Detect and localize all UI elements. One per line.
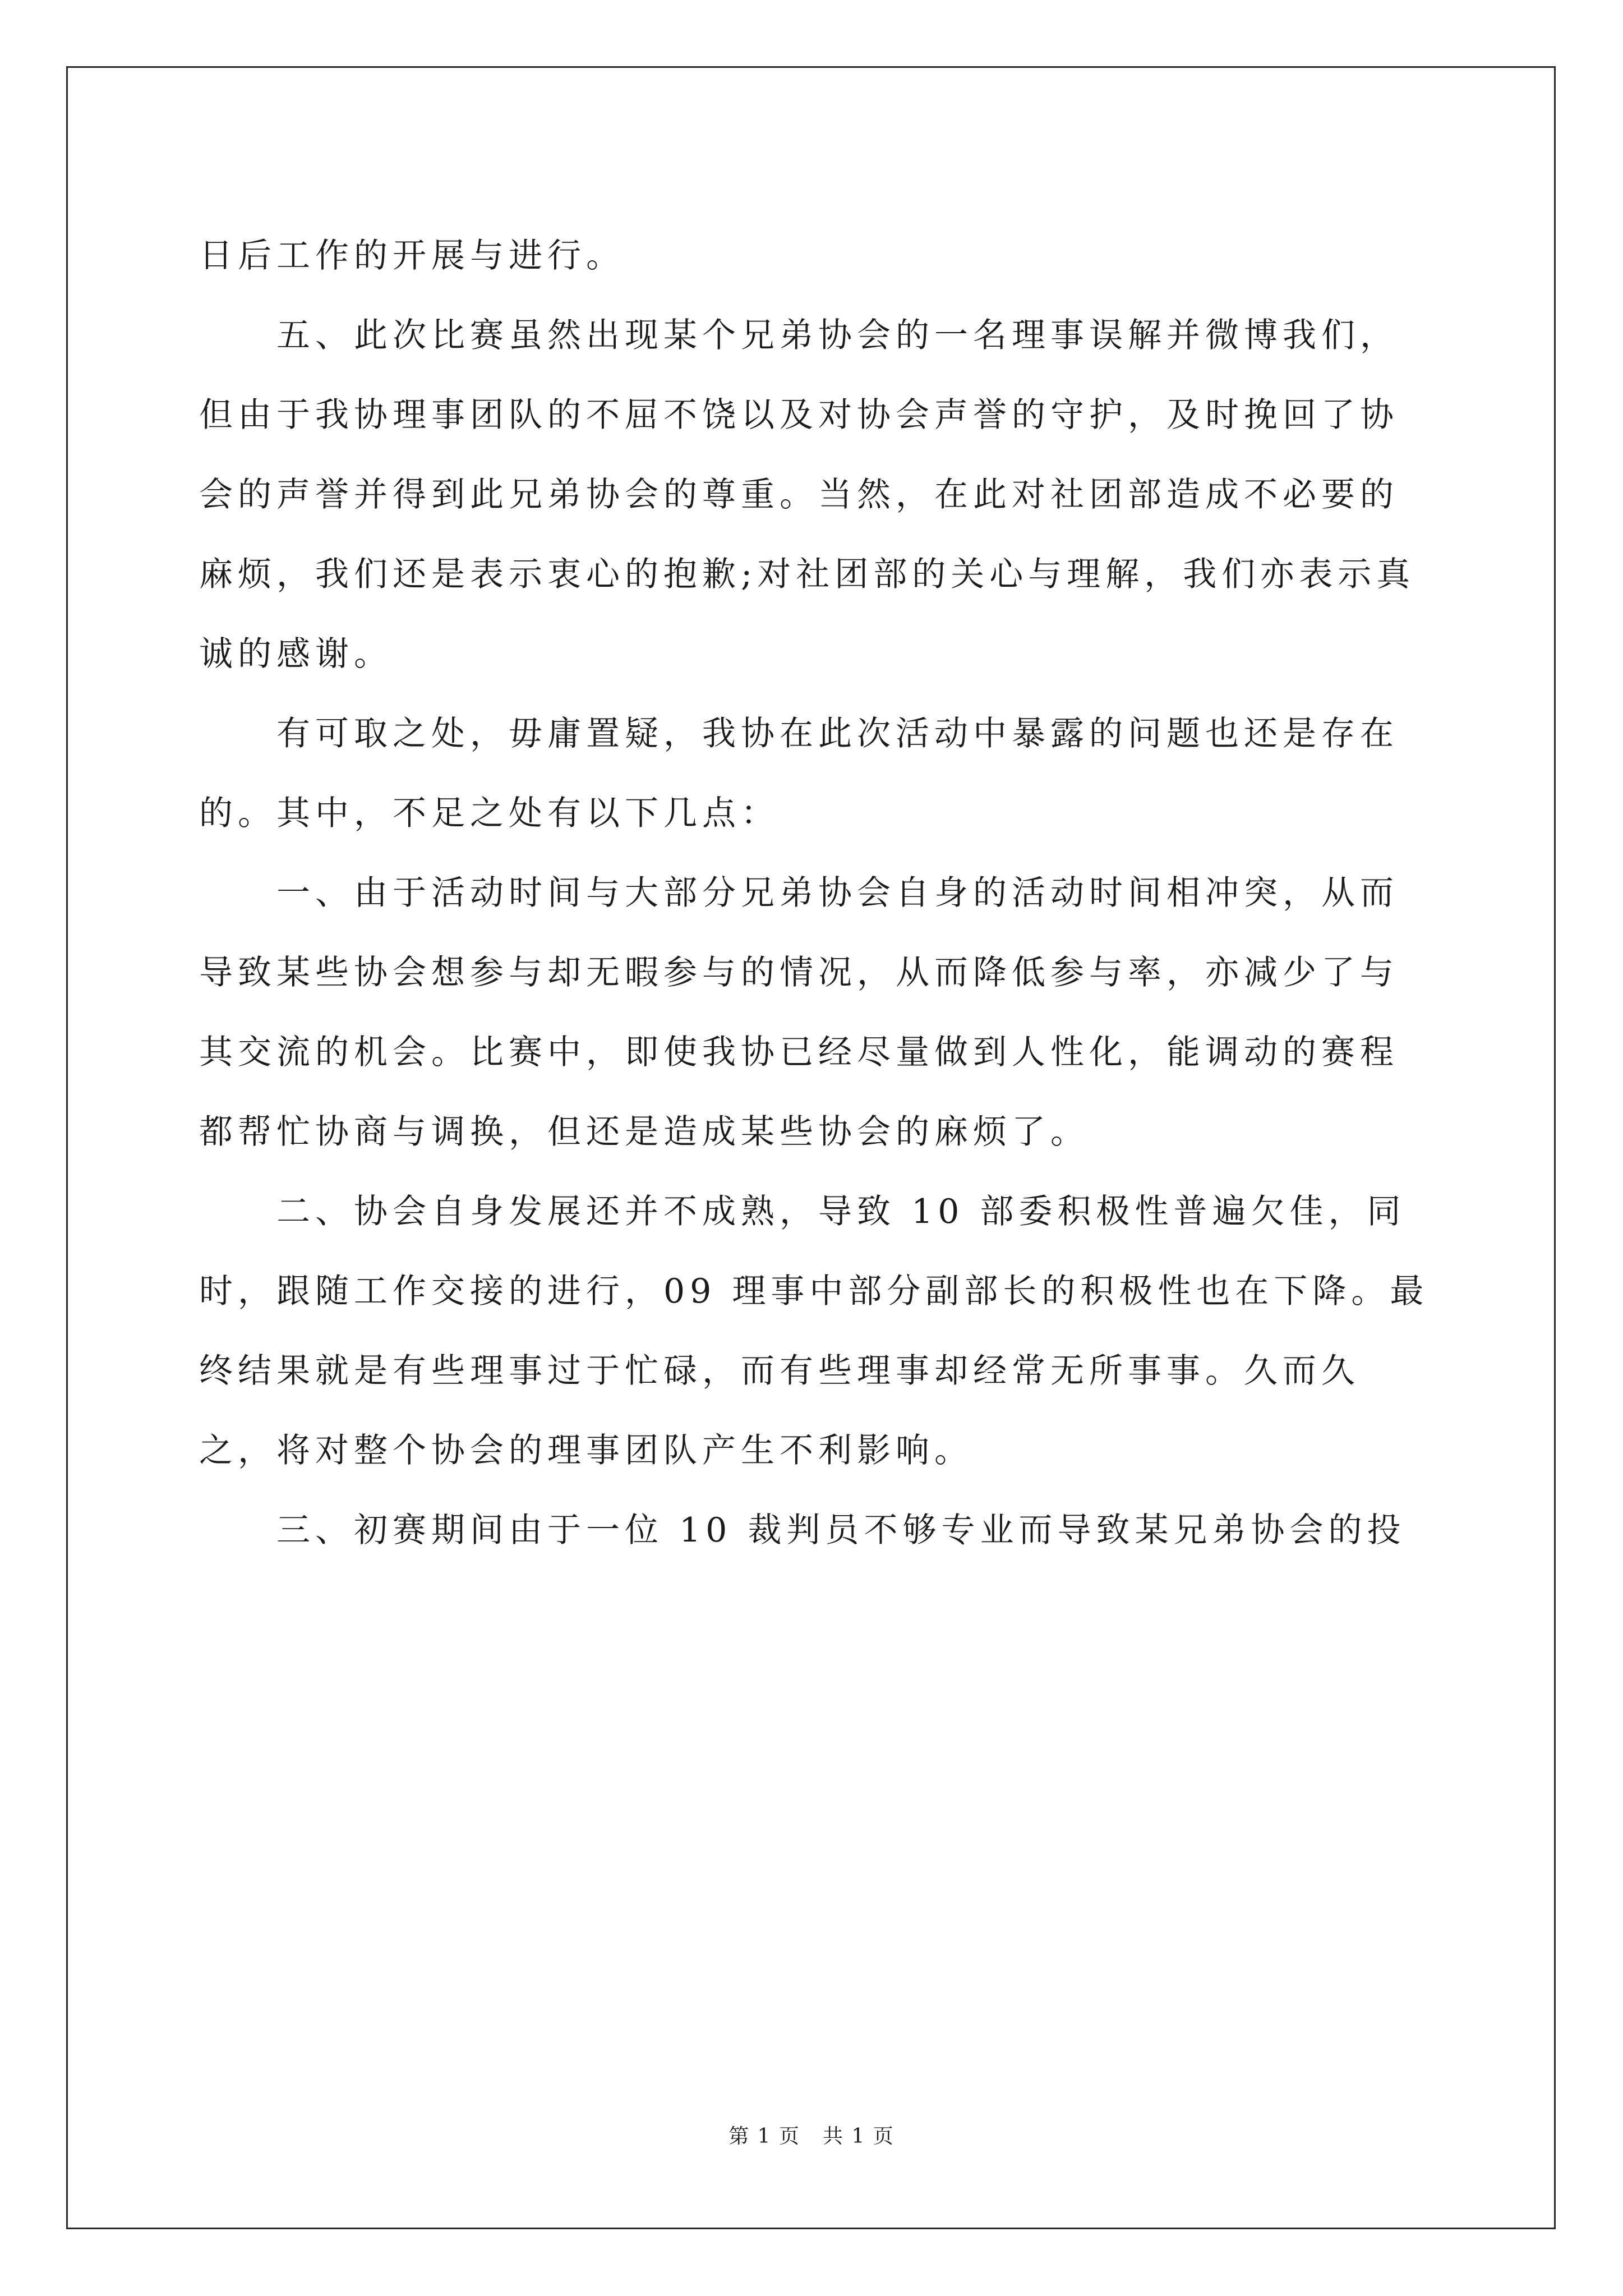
- paragraph-issue-two: 二、协会自身发展还并不成熟，导致 10 部委积极性普遍欠佳，同时，跟随工作交接的进行，09 理事中部分副部长的积极性也在下降。最终结果就是有些理事过于忙碌，而有些理事却经常无所事事。久而久之，将对整个协会的理事团队产生不利影响。: [199, 1192, 1429, 1470]
- paragraph-issue-one: 一、由于活动时间与大部分兄弟协会自身的活动时间相冲突，从而导致某些协会想参与却无暇参与的情况，从而降低参与率，亦减少了与其交流的机会。比赛中，即使我协已经尽量做到人性化，能调动的赛程都帮忙协商与调换，但还是造成某些协会的麻烦了。: [199, 873, 1399, 1152]
- paragraph-point-five: 五、此次比赛虽然出现某个兄弟协会的一名理事误解并微博我们，但由于我协理事团队的不屈不饶以及对协会声誉的守护，及时挽回了协会的声誉并得到此兄弟协会的尊重。当然，在此对社团部造成不必要的麻烦，我们还是表示衷心的抱歉;对社团部的关心与理解，我们亦表示真诚的感谢。: [199, 316, 1415, 674]
- paragraph-shortcomings-intro: 有可取之处，毋庸置疑，我协在此次活动中暴露的问题也还是存在的。其中，不足之处有以下几点：: [199, 714, 1399, 833]
- page-total: 共 1 页: [823, 2125, 895, 2148]
- page-number: 第 1 页: [728, 2125, 800, 2148]
- paragraph-continuation: 日后工作的开展与进行。: [199, 236, 625, 275]
- paragraph-issue-three: 三、初赛期间由于一位 10 裁判员不够专业而导致某兄弟协会的投: [276, 1511, 1406, 1550]
- page-footer: [0, 2120, 1623, 2149]
- document-body: [199, 216, 1433, 1570]
